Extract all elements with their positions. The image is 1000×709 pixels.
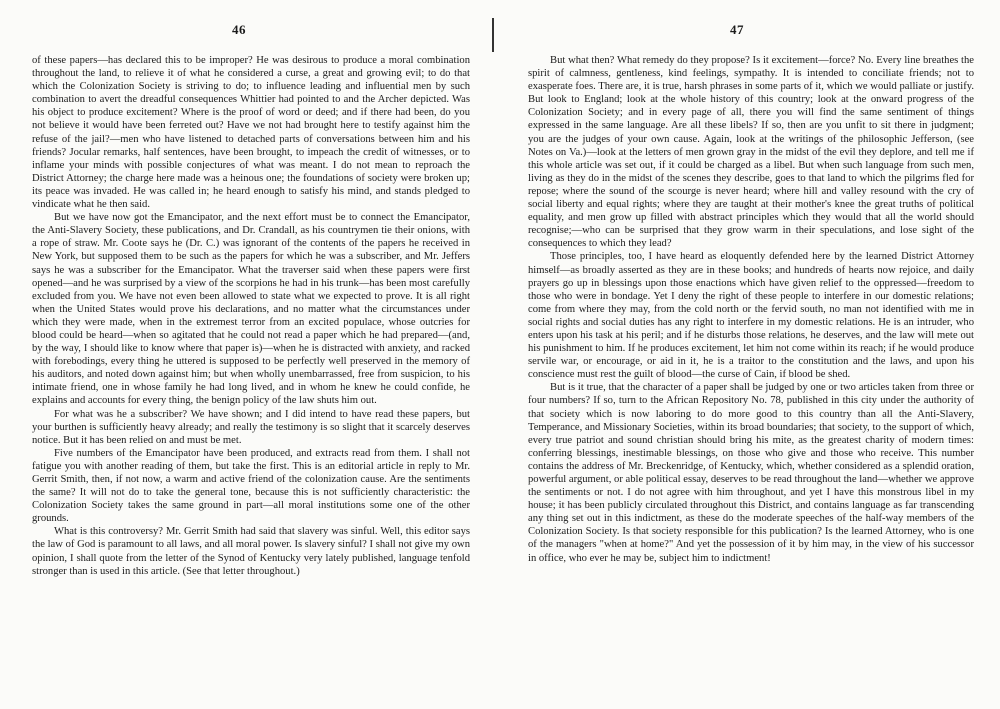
- page-gutter-mark: [492, 18, 494, 52]
- left-page-number: 46: [232, 22, 246, 37]
- right-page: [500, 0, 1000, 709]
- left-paragraph-5: What is this controversy? Mr. Gerrit Smith had said that slavery was sinful. Well, this editor says the law of God is paramount to all laws, and all moral power. Is slavery sinful? I shall not give my own opinion, I shall quote from the letter of the Synod of Kentucky very lately published, language tenfold stronger than is used in this article. (See that letter throughout.): [32, 526, 470, 577]
- left-paragraph-4: Five numbers of the Emancipator have been produced, and extracts read from them. I shall not fatigue you with another reading of them, but take the first. This is an editorial article in reply to Mr. Gerrit Smith, then, if not now, a warm and active friend of the colonization cause. Are the sentiments the same? It will not do to take the general tone, because this is not sufficiently characteristic: the Colonization Society takes the same ground in part—all moral institutions some one of the other grounds.: [32, 447, 470, 525]
- left-page-body: [32, 54, 470, 578]
- right-paragraph-3: But is it true, that the character of a paper shall be judged by one or two articles taken from three or four numbers? If so, turn to the African Repository No. 78, published in this city under the authority of that society which is now laboring to do more good to this country than all the Anti-Slavery, Temperance, and Missionary Societies, within its broad boundaries; that society, to the support of which, every true patriot and sound christian should bring his mite, as the greatest charity of modern times: conferring blessings, inestimable blessings, on those who give and those who receive. This number contains the address of Mr. Breckenridge, of Kentucky, which, whether considered as a splendid oration, powerful argument, or able political essay, deserves to be read throughout the land—whether we approve the sentiments or not. I do not agree with him throughout, and yet I have this monstrous libel in my house; it has been publicly circulated throughout this District, and contains language as far transcending any thing set out in this indictment, as these do the moderate speeches of the half-way members of the Colonization Society. Is that society responsible for this publication? Is the learned Attorney, who is one of the managers "when at home?" And yet the possession of it by him may, in the view of his successor in office, who ever he may be, subject him to indictment!: [528, 382, 974, 564]
- left-paragraph-2: But we have now got the Emancipator, and the next effort must be to connect the Emancipator, the Anti-Slavery Society, these publications, and Dr. Crandall, as his countrymen tie their onions, with a rope of straw. Mr. Coote says he (Dr. C.) was ignorant of the contents of the papers he received in New York, but supposed them to be such as the papers for which he was a subscriber, and Mr. Jeffers says he was a subscriber for the Emancipator. What the traverser said when these papers were first opened—and he was surprised by a view of the scorpions he had in his trunk—has been most carefully excluded from you. We have not even been allowed to state what we expected to prove. It is all right when the United States would prove his declarations, and no matter what the circumstances under which they were made, when in the extremest terror from an excited populace, whose outcries for blood could be heard—when so agitated that he could not read a paper which he had prepared—(and, by the way, I should like to know where that paper is)—when he is distracted with anxiety, and racked with forebodings, every thing he uttered is supposed to be perfectly well preserved in the memory of his auditors, and noted down against him; but when wholly unembarrassed, free from suspicion, to his intimate friend, one in whose family he had long lived, and in whom he knew he could confide, he explains and accounts for every thing, the benign policy of the law shuts him out.: [32, 212, 470, 407]
- left-paragraph-3: For what was he a subscriber? We have shown; and I did intend to have read these papers, but your burthen is sufficiently heavy already; and really the testimony is so slight that it scarcely deserves notice. But it has been relied on and must be met.: [32, 408, 470, 446]
- right-page-number: 47: [730, 22, 744, 37]
- right-paragraph-2: Those principles, too, I have heard as eloquently defended here by the learned District Attorney himself—as broadly asserted as they are in these books; and hundreds of hearts now rejoice, and daily prayers go up in blessings upon those enactions which have given relief to the oppressed—freedom to those who were in bondage. Yet I deny the right of these people to interfere in our domestic relations; come from where they may, from the cold north or the fervid south, no man not identified with me in social rights and social duties has any right to interfere in my domestic relations. He is an intruder, who enters upon his task at his peril; and if he disturbs those relations, he deserves, and the law will mete out his punishment to him. If he produces excitement, let him not come within its reach; if he would produce servile war, or encourage, or aid in it, he is a traitor to the constitution and the laws, and upon his conscience must rest the guilt of blood—the curse of Cain, if blood be shed.: [528, 251, 974, 381]
- left-paragraph-1: of these papers—has declared this to be improper? He was desirous to produce a moral combination throughout the land, to relieve it of what he considered a curse, a great and growing evil; to do that which the Colonization Society is striving to do; to influence leading and influential men by such combination to avert the dreadful consequences Whittier had pointed to and the Archer depicted. Was his object to produce excitement? Where is the proof of word or deed; and if there had been, do you not believe it would have been ferreted out? Have we not had brought here to testify against him the refuse of the jail?—men who have listened to detached parts of conversations between him and his friends? Jocular remarks, half sentences, have been brought, to impeach the credit of witnesses, or to inflame your minds with possible conjectures of what was meant. I do not mean to reproach the District Attorney; the charge here made was a heinous one; the foundations of society were broken up; its peace was invaded. He was called in; he heard enough to satisfy his mind, and stands pledged to vindicate what he then said.: [32, 55, 470, 211]
- right-page-body: [528, 54, 974, 565]
- left-page: [0, 0, 490, 709]
- right-paragraph-1: But what then? What remedy do they propose? Is it excitement—force? No. Every line breathes the spirit of calmness, gentleness, kind feelings, sympathy. It is intended to conciliate friends; not to exasperate foes. There are, it is true, harsh phrases in some parts of it, which we would palliate or justify. But look to England; look at the whole history of this country; look at the onward progress of the Colonization Society; and in every page of all, there you will find the same sentiment of things expressed in the same language. Are all these libels? If so, then are you unfit to sit there in judgment; you are the judges of your own cause. Again, look at the writings of the philosophic Jefferson, (see Notes on Va.)—look at the letters of men grown gray in the midst of the evil they deplore, and tell me if this whole article was set out, if it could be charged as a libel. But when such language from such men, living as they do in the midst of the scenes they describe, goes to that land to which the pilgrims fled for repose; where the sound of the scourge is never heard; where hill and valley resound with the cry of social liberty and equal rights; where they are taught at their mother's knee the great truths of political equality, and men grow up filled with abstract principles which they would that all the world should recognise;—who can be surprised that they grow warm in their speculations, and lose sight of the consequences to which they lead?: [528, 55, 974, 250]
